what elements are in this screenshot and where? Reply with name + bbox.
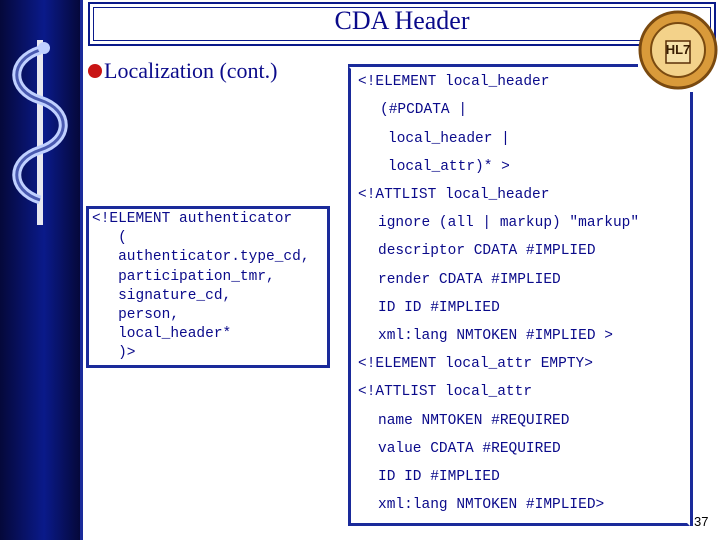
- code-box-top-edge: [348, 64, 638, 67]
- code-line: ID ID #IMPLIED: [378, 469, 500, 485]
- code-line: <!ATTLIST local_header: [358, 187, 550, 203]
- code-line: descriptor CDATA #IMPLIED: [378, 243, 596, 259]
- sidebar-edge: [80, 0, 83, 540]
- code-line: (#PCDATA |: [380, 102, 468, 118]
- code-line: render CDATA #IMPLIED: [378, 272, 561, 288]
- code-box-right-edge: [690, 92, 693, 526]
- code-line: <!ATTLIST local_attr: [358, 384, 533, 400]
- bullet-heading: Localization (cont.): [104, 58, 278, 83]
- caduceus-icon: [4, 30, 76, 230]
- slide-title: CDA Header: [334, 6, 470, 35]
- code-line: name NMTOKEN #REQUIRED: [378, 413, 570, 429]
- code-line: signature_cd,: [92, 287, 232, 304]
- code-line: (: [92, 230, 127, 247]
- code-line: authenticator.type_cd,: [92, 249, 310, 266]
- code-line: <!ELEMENT local_header: [358, 74, 550, 90]
- code-line: ignore (all | markup) "markup": [378, 215, 640, 231]
- page-number: 37: [694, 514, 709, 529]
- code-line: local_header |: [388, 131, 510, 147]
- code-line: local_attr)* >: [388, 159, 510, 175]
- bullet-icon: [88, 64, 102, 78]
- code-line: )>: [92, 345, 136, 362]
- code-line: participation_tmr,: [92, 268, 275, 285]
- code-line: value CDATA #REQUIRED: [378, 441, 561, 457]
- code-line: xml:lang NMTOKEN #IMPLIED>: [378, 497, 605, 513]
- code-line: <!ELEMENT authenticator: [92, 211, 293, 227]
- authenticator-code: [92, 210, 310, 364]
- code-line: person,: [92, 307, 180, 324]
- code-line: local_header*: [92, 326, 232, 343]
- code-line: <!ELEMENT local_attr EMPTY>: [358, 356, 593, 372]
- code-line: xml:lang NMTOKEN #IMPLIED >: [378, 328, 613, 344]
- seal-text: HL7: [665, 42, 691, 57]
- code-line: ID ID #IMPLIED: [378, 300, 500, 316]
